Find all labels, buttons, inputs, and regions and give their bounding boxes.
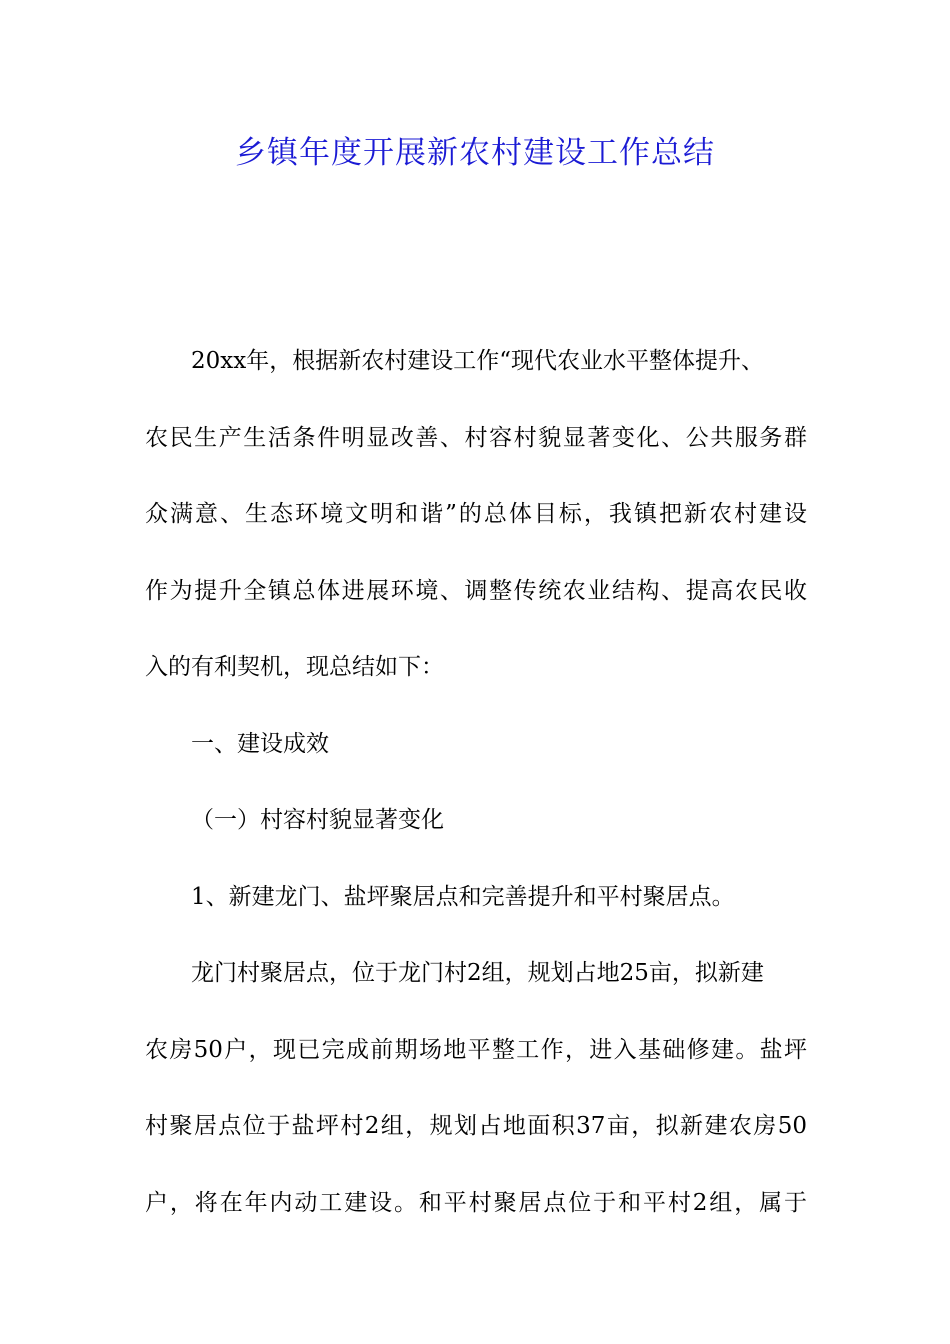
paragraph-line: 20xx年，根据新农村建设工作“现代农业水平整体提升、 xyxy=(191,348,764,374)
paragraph-line: 村聚居点位于盐坪村2组，规划占地面积37亩，拟新建农房50 xyxy=(145,1113,807,1139)
paragraph-line: 农房50户，现已完成前期场地平整工作，进入基础修建。盐坪 xyxy=(145,1036,807,1063)
document-title: 乡镇年度开展新农村建设工作总结 xyxy=(235,135,715,171)
item-heading: 1、新建龙门、盐坪聚居点和完善提升和平村聚居点。 xyxy=(191,883,735,910)
section-heading: 一、建设成效 xyxy=(191,730,329,757)
paragraph-line: 众满意、生态环境文明和谐”的总体目标，我镇把新农村建设 xyxy=(145,501,807,527)
document-body xyxy=(145,336,807,1254)
paragraph-line: 户，将在年内动工建设。和平村聚居点位于和平村2组，属于 xyxy=(145,1189,807,1216)
paragraph-line: 入的有利契机，现总结如下： xyxy=(145,654,444,680)
subsection-heading: （一）村容村貌显著变化 xyxy=(191,807,444,833)
paragraph-line: 农民生产生活条件明显改善、村容村貌显著变化、公共服务群 xyxy=(145,424,807,451)
paragraph-line: 龙门村聚居点，位于龙门村2组，规划占地25亩，拟新建 xyxy=(191,960,764,986)
paragraph-line: 作为提升全镇总体进展环境、调整传统农业结构、提高农民收 xyxy=(145,577,807,604)
